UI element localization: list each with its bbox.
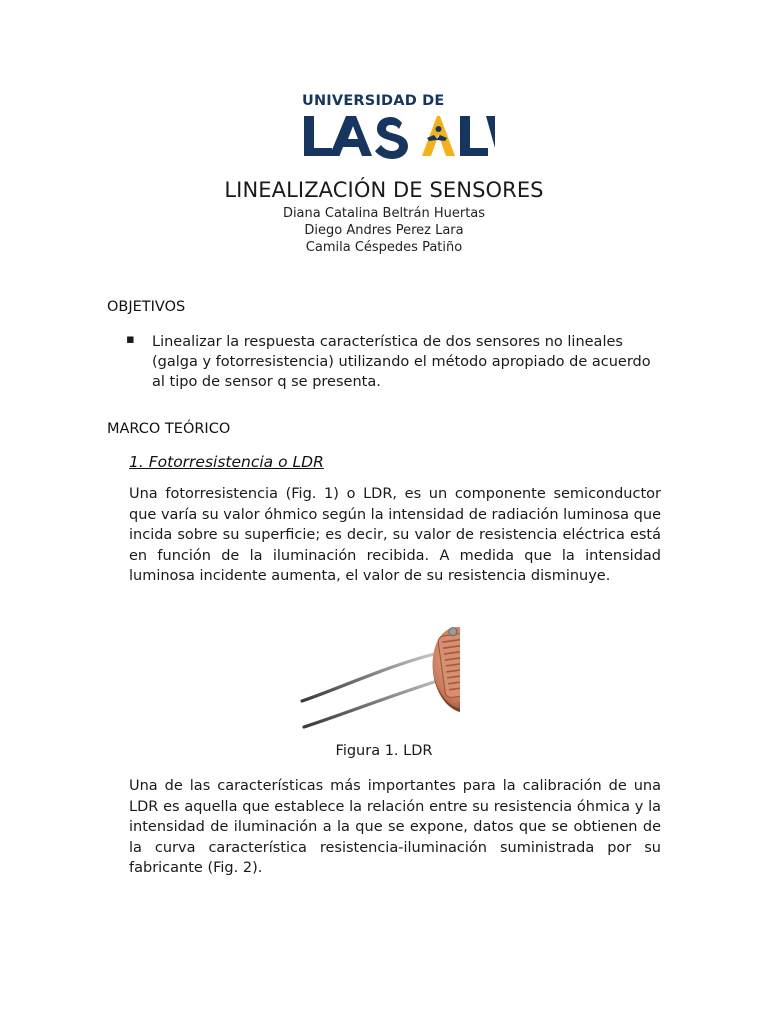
document-title: LINEALIZACIÓN DE SENSORES <box>224 178 544 202</box>
figure-1-caption: Figura 1. LDR <box>335 743 433 759</box>
bullet-icon: ▪ <box>126 332 135 347</box>
author-2: Diego Andres Perez Lara <box>304 223 464 238</box>
ldr-photo <box>300 620 460 732</box>
paragraph-ldr-definition: Una fotorresistencia (Fig. 1) o LDR, es un componente semiconductor que varía su valor óhmico según la intensidad de radiación luminosa que incida sobre su superficie; es decir, su valor de resistencia eléctrica está en función de la iluminación recibida. A medida que la intensidad luminosa incidente aumenta, el valor de su resistencia disminuye. <box>129 486 661 585</box>
objetivos-heading: OBJETIVOS <box>107 299 186 315</box>
objetivo-text: Linealizar la respuesta característica de dos sensores no lineales (galga y fotorresistencia) utilizando el método apropiado de acuerdo al tipo de sensor q se presenta. <box>152 334 651 390</box>
section-1-title: 1. Fotorresistencia o LDR <box>129 453 324 471</box>
university-logo <box>300 92 518 160</box>
author-1: Diana Catalina Beltrán Huertas <box>282 206 486 221</box>
logo-top-text: UNIVERSIDAD DE <box>302 93 445 109</box>
logo-wordmark <box>300 112 518 160</box>
paragraph-ldr-calibration: Una de las características más importantes para la calibración de una LDR es aquella que establece la relación entre su resistencia óhmica y la intensidad de iluminación a la que se expone, datos que se obtienen de la curva característica resistencia-iluminación suministrada por su fabricante (Fig. 2). <box>129 778 661 877</box>
marco-teorico-heading: MARCO TEÓRICO <box>107 421 231 437</box>
author-3: Camila Céspedes Patiño <box>305 240 463 255</box>
